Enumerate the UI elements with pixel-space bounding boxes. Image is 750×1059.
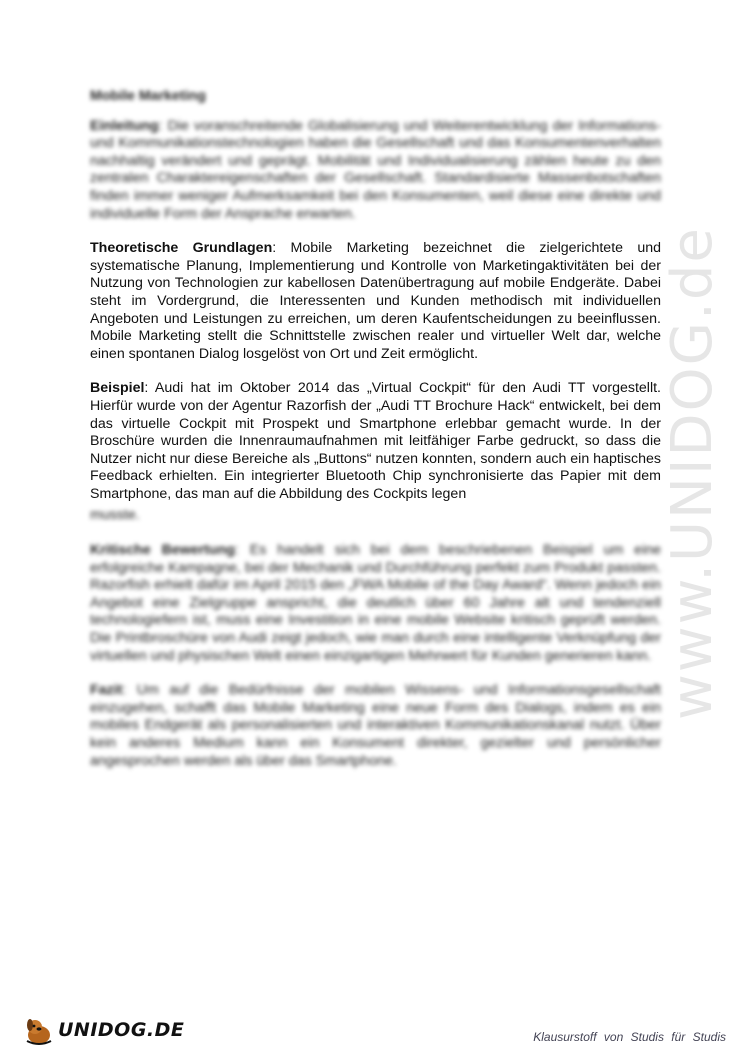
theory-text: systematische Planung, Implementierung und Kontrolle von Marketingaktivitäten bei der Nutzung von Technologien zur kabellosen Datenübertragung auf mobile Endgeräte. Dabei steht im Vordergrund, die Interessenten und Kunden methodisch mit individuellen Angeboten und Leistungen zu erreichen, um deren Kaufentscheidungen zu beeinflussen. Mobile Marketing stellt die Schnittstelle zwischen realer und virtueller Welt dar, welche einen spontanen Dialog losgelöst von Ort und Zeit ermöglicht. — [90, 257, 661, 362]
paragraph-example — [90, 380, 661, 503]
theory-heading-line — [90, 240, 661, 256]
paragraph-theory — [90, 240, 661, 363]
watermark: www.UNIDOG.de — [660, 226, 725, 720]
paragraph-conclusion — [90, 682, 661, 770]
footer-logo[interactable] — [22, 1013, 184, 1047]
conclusion-text: : Um auf die Bedürfnisse der mobilen Wissens- und Informationsgesellschaft einzugehen, schafft das Mobile Marketing eine neue Form des Dialogs, indem es ein mobiles Endgerät als personalisierten und interaktiven Kommunikationskanal nutzt. Über kein anderes Medium kann ein Konsument direkter, gezielter und persönlicher angesprochen werden als über das Smartphone. — [90, 682, 661, 769]
paragraph-intro — [90, 118, 661, 224]
dog-mascot-icon — [22, 1013, 56, 1047]
footer-tagline: Klausurstoff von Studis für Studis — [533, 1030, 726, 1044]
example-last-line: musste. — [90, 507, 140, 524]
conclusion-label: Fazit — [90, 682, 123, 699]
example-label: Beispiel — [90, 380, 145, 397]
document-title: Mobile Marketing — [90, 88, 206, 104]
critique-label: Kritische Bewertung — [90, 542, 235, 559]
paragraph-critique — [90, 542, 661, 665]
intro-text: : Die voranschreitende Globalisierung und Weiterentwicklung der Informations- und Kommunikationstechnologien haben die Gesellschaft und das Konsumentenverhalten nachhaltig verändert und geprägt. Mobilität und Individualisierung zählen heute zu den zentralen Charaktereigenschaften der Gesellschaft. Standardisierte Massenbotschaften finden immer weniger Aufmerksamkeit bei den Konsumenten, weil diese eine direkte und individuelle Form der Ansprache erwarten. — [90, 117, 661, 222]
theory-label: Theoretische Grundlagen — [90, 240, 273, 257]
critique-text: : Es handelt sich bei dem beschriebenen Beispiel um eine erfolgreiche Kampagne, bei der Mechanik und Durchführung perfekt zum Produkt passten. Razorfish erhielt dafür im April 2015 den „FWA Mobile of the Day Award“. Wenn jedoch ein Angebot eine Zielgruppe anspricht, die deutlich über 60 Jahre alt und tendenziell technologiefern ist, muss eine Investition in eine mobile Website kritisch geprüft werden. Die Printbroschüre von Audi zeigt jedoch, wie man durch eine intelligente Verknüpfung der virtuellen und physischen Welt einen einzigartigen Mehrwert für Kunden generieren kann. — [90, 542, 662, 664]
intro-label: Einleitung — [90, 117, 159, 134]
document-body — [90, 88, 661, 787]
theory-first-line-rest: : Mobile Marketing bezeichnet die zielgerichtete und — [272, 240, 662, 257]
example-text: : Audi hat im Oktober 2014 das „Virtual Cockpit“ für den Audi TT vorgestellt. Hierfür wurde von der Agentur Razorfish der „Audi TT Brochure Hack“ entwickelt, bei dem das virtuelle Cockpit mit Prospekt und Smartphone erlebbar gemacht wurde. In der Broschüre wurden die Innenraumaufnahmen mit leitfähiger Farbe gedruckt, so dass die Nutzer nicht nur diese Bereiche als „Buttons“ nutzen konnten, sondern auch ein haptisches Feedback erhielten. Ein integrierter Bluetooth Chip synchronisierte das Papier mit dem Smartphone, das man auf die Abbildung des Cockpits legen — [90, 380, 661, 502]
logo-text: UNIDOG.DE — [58, 1019, 185, 1041]
